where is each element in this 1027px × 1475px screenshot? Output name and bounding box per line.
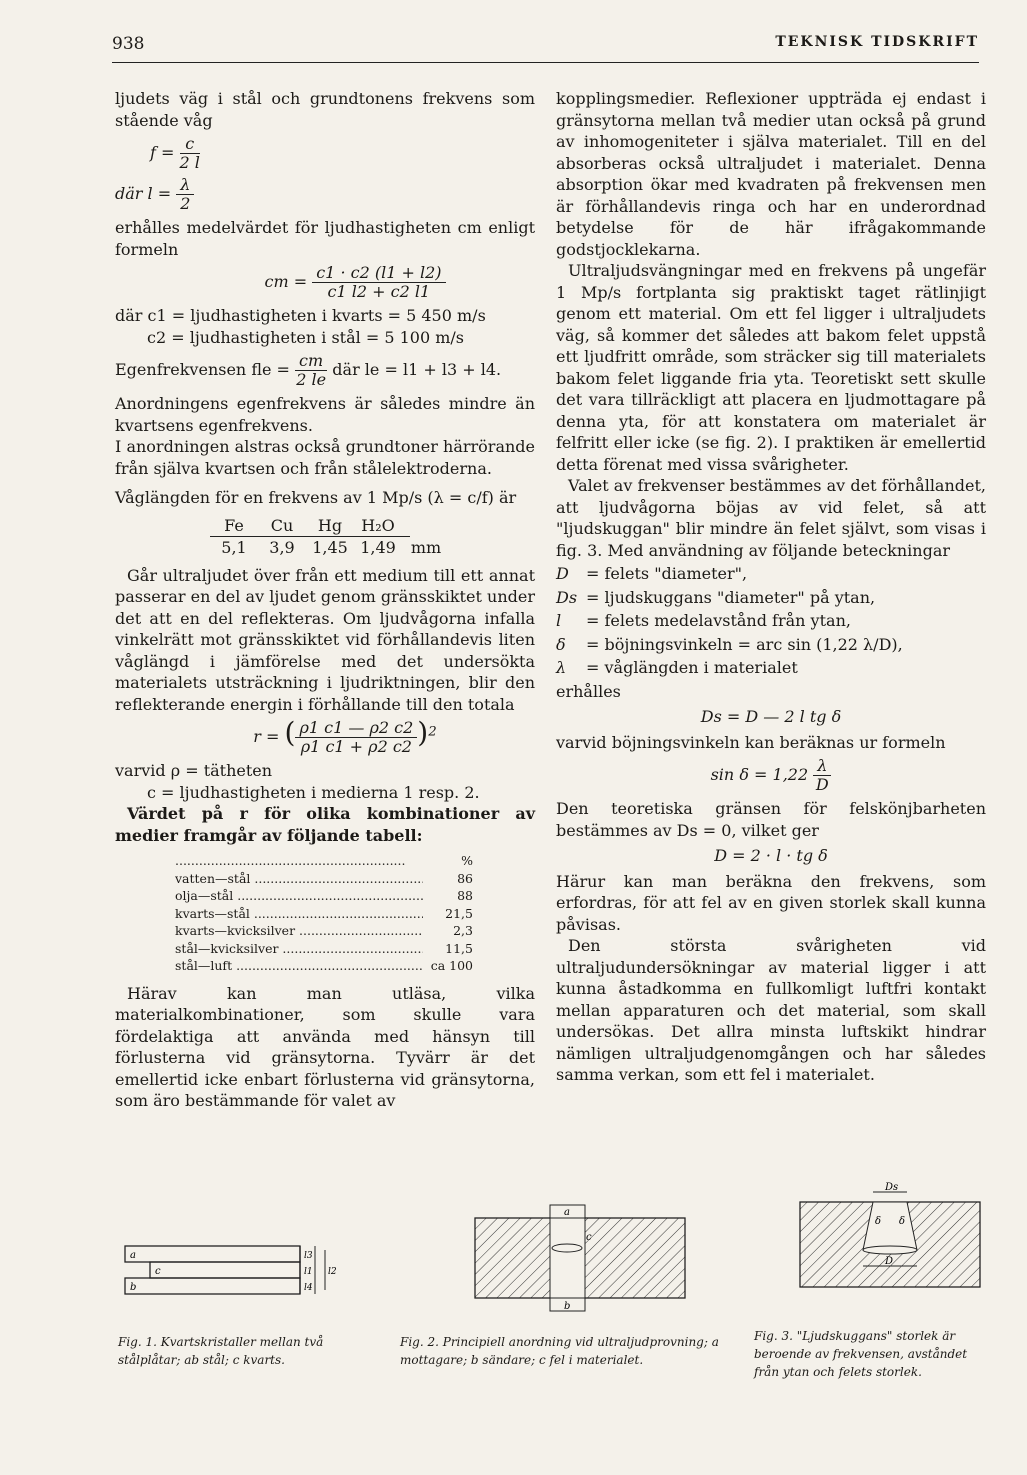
definition: c2 = ljudhastigheten i stål = 5 100 m/s <box>147 327 464 347</box>
figure-1 <box>120 1240 350 1305</box>
svg-text:b: b <box>564 1301 571 1312</box>
svg-text:a: a <box>130 1250 136 1261</box>
equation-sin: sin δ = 1,22 $\frac{\lambda}{D}$ <box>556 757 986 794</box>
paragraph: Härur kan man beräkna den frekvens, som erfordras, för att fel av en given storlek skall kunna påvisas. <box>556 871 986 934</box>
definitions-list <box>556 563 986 679</box>
paragraph: Ultraljudsvängningar med en frekvens på ungefär 1 Mp/s fortplanta sig praktiskt taget rätlinjigt genom ett material. Om ett fel ligger i ultraljudets väg, så kommer det således att bakom felet uppstå ett ljudfritt område, som sträcker sig till materialets bakom felet liggande fria yta. Teoretiskt sett skulle det vara tillräckligt att placera en ljudmottagare på denna yta, för att konstatera om materialet är felfritt eller icke (se fig. 2). I praktiken är emellertid detta förenat med vissa svårigheter. <box>556 261 986 474</box>
equation-cm: cm = $\frac{c1 \cdot c2 (l1 + l2)}{c1 l2 + c2 l1}$ <box>115 264 535 301</box>
paragraph: ljudets väg i stål och grundtonens frekvens som stående våg <box>115 89 535 130</box>
left-column <box>115 88 535 1112</box>
paragraph: erhålles <box>556 681 621 701</box>
figure-1-caption: Fig. 1. Kvartskristaller mellan två stålplåtar; ab stål; c kvarts. <box>118 1335 324 1367</box>
wavelength-line: Våglängden för en frekvens av 1 Mp/s (λ = c/f) är <box>115 488 517 507</box>
equation-r: r = ( $\frac{\rho 1 c1 — \rho 2 c2}{\rho 1 c1 + \rho 2 c2}$ )$^2$ <box>253 716 437 756</box>
equation-f: f = $\frac{c}{2 l}$ <box>150 134 200 172</box>
paragraph: erhålles medelvärdet för ljudhastigheten cm enligt formeln <box>115 218 535 259</box>
ultrasonic-test-diagram <box>470 1200 690 1315</box>
svg-text:l3: l3 <box>304 1251 313 1261</box>
figure-3-caption: Fig. 3. "Ljudskuggans" storlek är beroende av frekvensen, avståndet från ytan och felets storlek. <box>754 1329 968 1379</box>
svg-text:l1: l1 <box>304 1267 313 1277</box>
svg-text:δ: δ <box>899 1216 906 1227</box>
svg-text:a: a <box>564 1207 570 1218</box>
svg-text:b: b <box>130 1282 137 1293</box>
table-row: stål—luft ..... ca 100 <box>175 957 473 975</box>
svg-text:Ds: Ds <box>885 1182 899 1193</box>
reflection-table: ..... % vatten—stål ..... 86 olja—stål ..... 88 kvarts—stål ..... 21,5 kvarts—kvicksilver ..... 2,3 stål—kvicksilver ..... 11,5 stål—luft ..... ca 100 <box>115 852 535 975</box>
paragraph: varvid böjningsvinkeln kan beräknas ur formeln <box>556 732 946 752</box>
list-item: δ = böjningsvinkeln = arc sin (1,22 λ/D), <box>556 634 903 654</box>
equation-l: där l = $\frac{\lambda}{2}$ <box>115 176 535 213</box>
svg-text:l4: l4 <box>304 1283 313 1293</box>
paragraph: Går ultraljudet över från ett medium till ett annat passerar en del av ljudet genom gränsskiktet under det att en del reflekteras. Om ljudvågorna infalla vinkelrätt mot gränsskiktet vid förhållandevis liten våglängd i jämförelse med det undersökta materialets utsträckning i ljudriktningen, blir den reflekterande energin i förhållande till den totala <box>115 565 535 714</box>
paragraph: kopplingsmedier. Reflexioner uppträda ej endast i gränsytorna mellan två medier utan också på grund av inhomogeniteter i själva materialet. Till en del absorberas också ultraljudet i materialet. Denna absorption ökar med kvadraten på frekvensen men är förhållandevis ringa och har en underordnad betydelse för de här ifrågakommande godstjocklekarna. <box>556 89 986 259</box>
paragraph: Härav kan man utläsa, vilka materialkombinationer, som skulle vara fördelaktiga att använda med hänsyn till förlusterna vid gränsytorna. Tyvärr är det emellertid icke enbart förlusterna vid gränsytorna, som äro bestämmande för valet av <box>115 983 535 1110</box>
definition: c = ljudhastigheten i medierna 1 resp. 2. <box>147 782 480 802</box>
list-item: D = felets "diameter", <box>556 564 748 583</box>
page-number: 938 <box>112 34 145 54</box>
paragraph: Valet av frekvenser bestämmes av det förhållandet, att ljudvågorna böjas av vid felet, så att "ljudskuggan" blir mindre än felet självt, som visas i fig. 3. Med användning av följande beteckningar <box>556 476 986 560</box>
paragraph: Den största svårigheten vid ultraljudundersökningar av material ligger i att kunna åstadkomma en fullkomligt luftfri kontakt mellan apparaturen och det material, som skall undersökas. Det allra minsta luftskikt hindrar nämligen ultraljudgenomgången och har således samma verkan, som ett fel i materialet. <box>556 936 986 1084</box>
equation-d: D = 2 · l · tg δ <box>714 846 828 865</box>
svg-text:c: c <box>155 1266 161 1277</box>
list-item: l = felets medelavstånd från ytan, <box>556 611 851 630</box>
figure-2 <box>470 1200 690 1315</box>
list-item: λ = våglängden i materialet <box>556 658 798 677</box>
table-row: olja—stål ..... 88 <box>175 887 473 905</box>
paragraph: I anordningen alstras också grundtoner härrörande från själva kvartsen och från stålelektroderna. <box>115 437 535 478</box>
paragraph: Anordningens egenfrekvens är således mindre än kvartsens egenfrekvens. <box>115 394 535 435</box>
paragraph: Den teoretiska gränsen för felskönjbarheten bestämmes av Ds = 0, vilket ger <box>556 799 986 840</box>
equation-ds: Ds = D — 2 l tg δ <box>700 707 842 726</box>
svg-text:D: D <box>885 1256 894 1267</box>
table-row: kvarts—stål ..... 21,5 <box>175 905 473 923</box>
journal-title: TEKNISK TIDSKRIFT <box>775 34 979 50</box>
figure-2-caption: Fig. 2. Principiell anordning vid ultraljudprovning; a mottagare; b sändare; c fel i materialet. <box>400 1335 719 1367</box>
definition: varvid ρ = tätheten <box>115 761 273 780</box>
wavelength-table: Fe Cu Hg H₂O 5,1 3,9 1,45 1,49 mm <box>115 515 535 559</box>
table-row: kvarts—kvicksilver ..... 2,3 <box>175 922 473 940</box>
paragraph: Värdet på r för olika kombinationer av medier framgår av följande tabell: <box>115 804 535 845</box>
table-row: vatten—stål ..... 86 <box>175 870 473 888</box>
page-header <box>112 34 979 63</box>
definition: där c1 = ljudhastigheten i kvarts = 5 450 m/s <box>115 306 486 325</box>
table-row: stål—kvicksilver ..... 11,5 <box>175 940 473 958</box>
svg-text:δ: δ <box>875 1216 882 1227</box>
quartz-crystal-diagram <box>120 1240 350 1305</box>
svg-text:l2: l2 <box>328 1267 337 1277</box>
right-column <box>556 88 986 1086</box>
svg-text:c: c <box>586 1232 592 1243</box>
list-item: Ds = ljudskuggans "diameter" på ytan, <box>556 587 876 607</box>
figure-3 <box>795 1180 985 1300</box>
sound-shadow-diagram <box>795 1180 985 1300</box>
equation-eigen: Egenfrekvensen fle = $\frac{cm}{2 le}$ där le = l1 + l3 + l4. <box>115 351 502 389</box>
